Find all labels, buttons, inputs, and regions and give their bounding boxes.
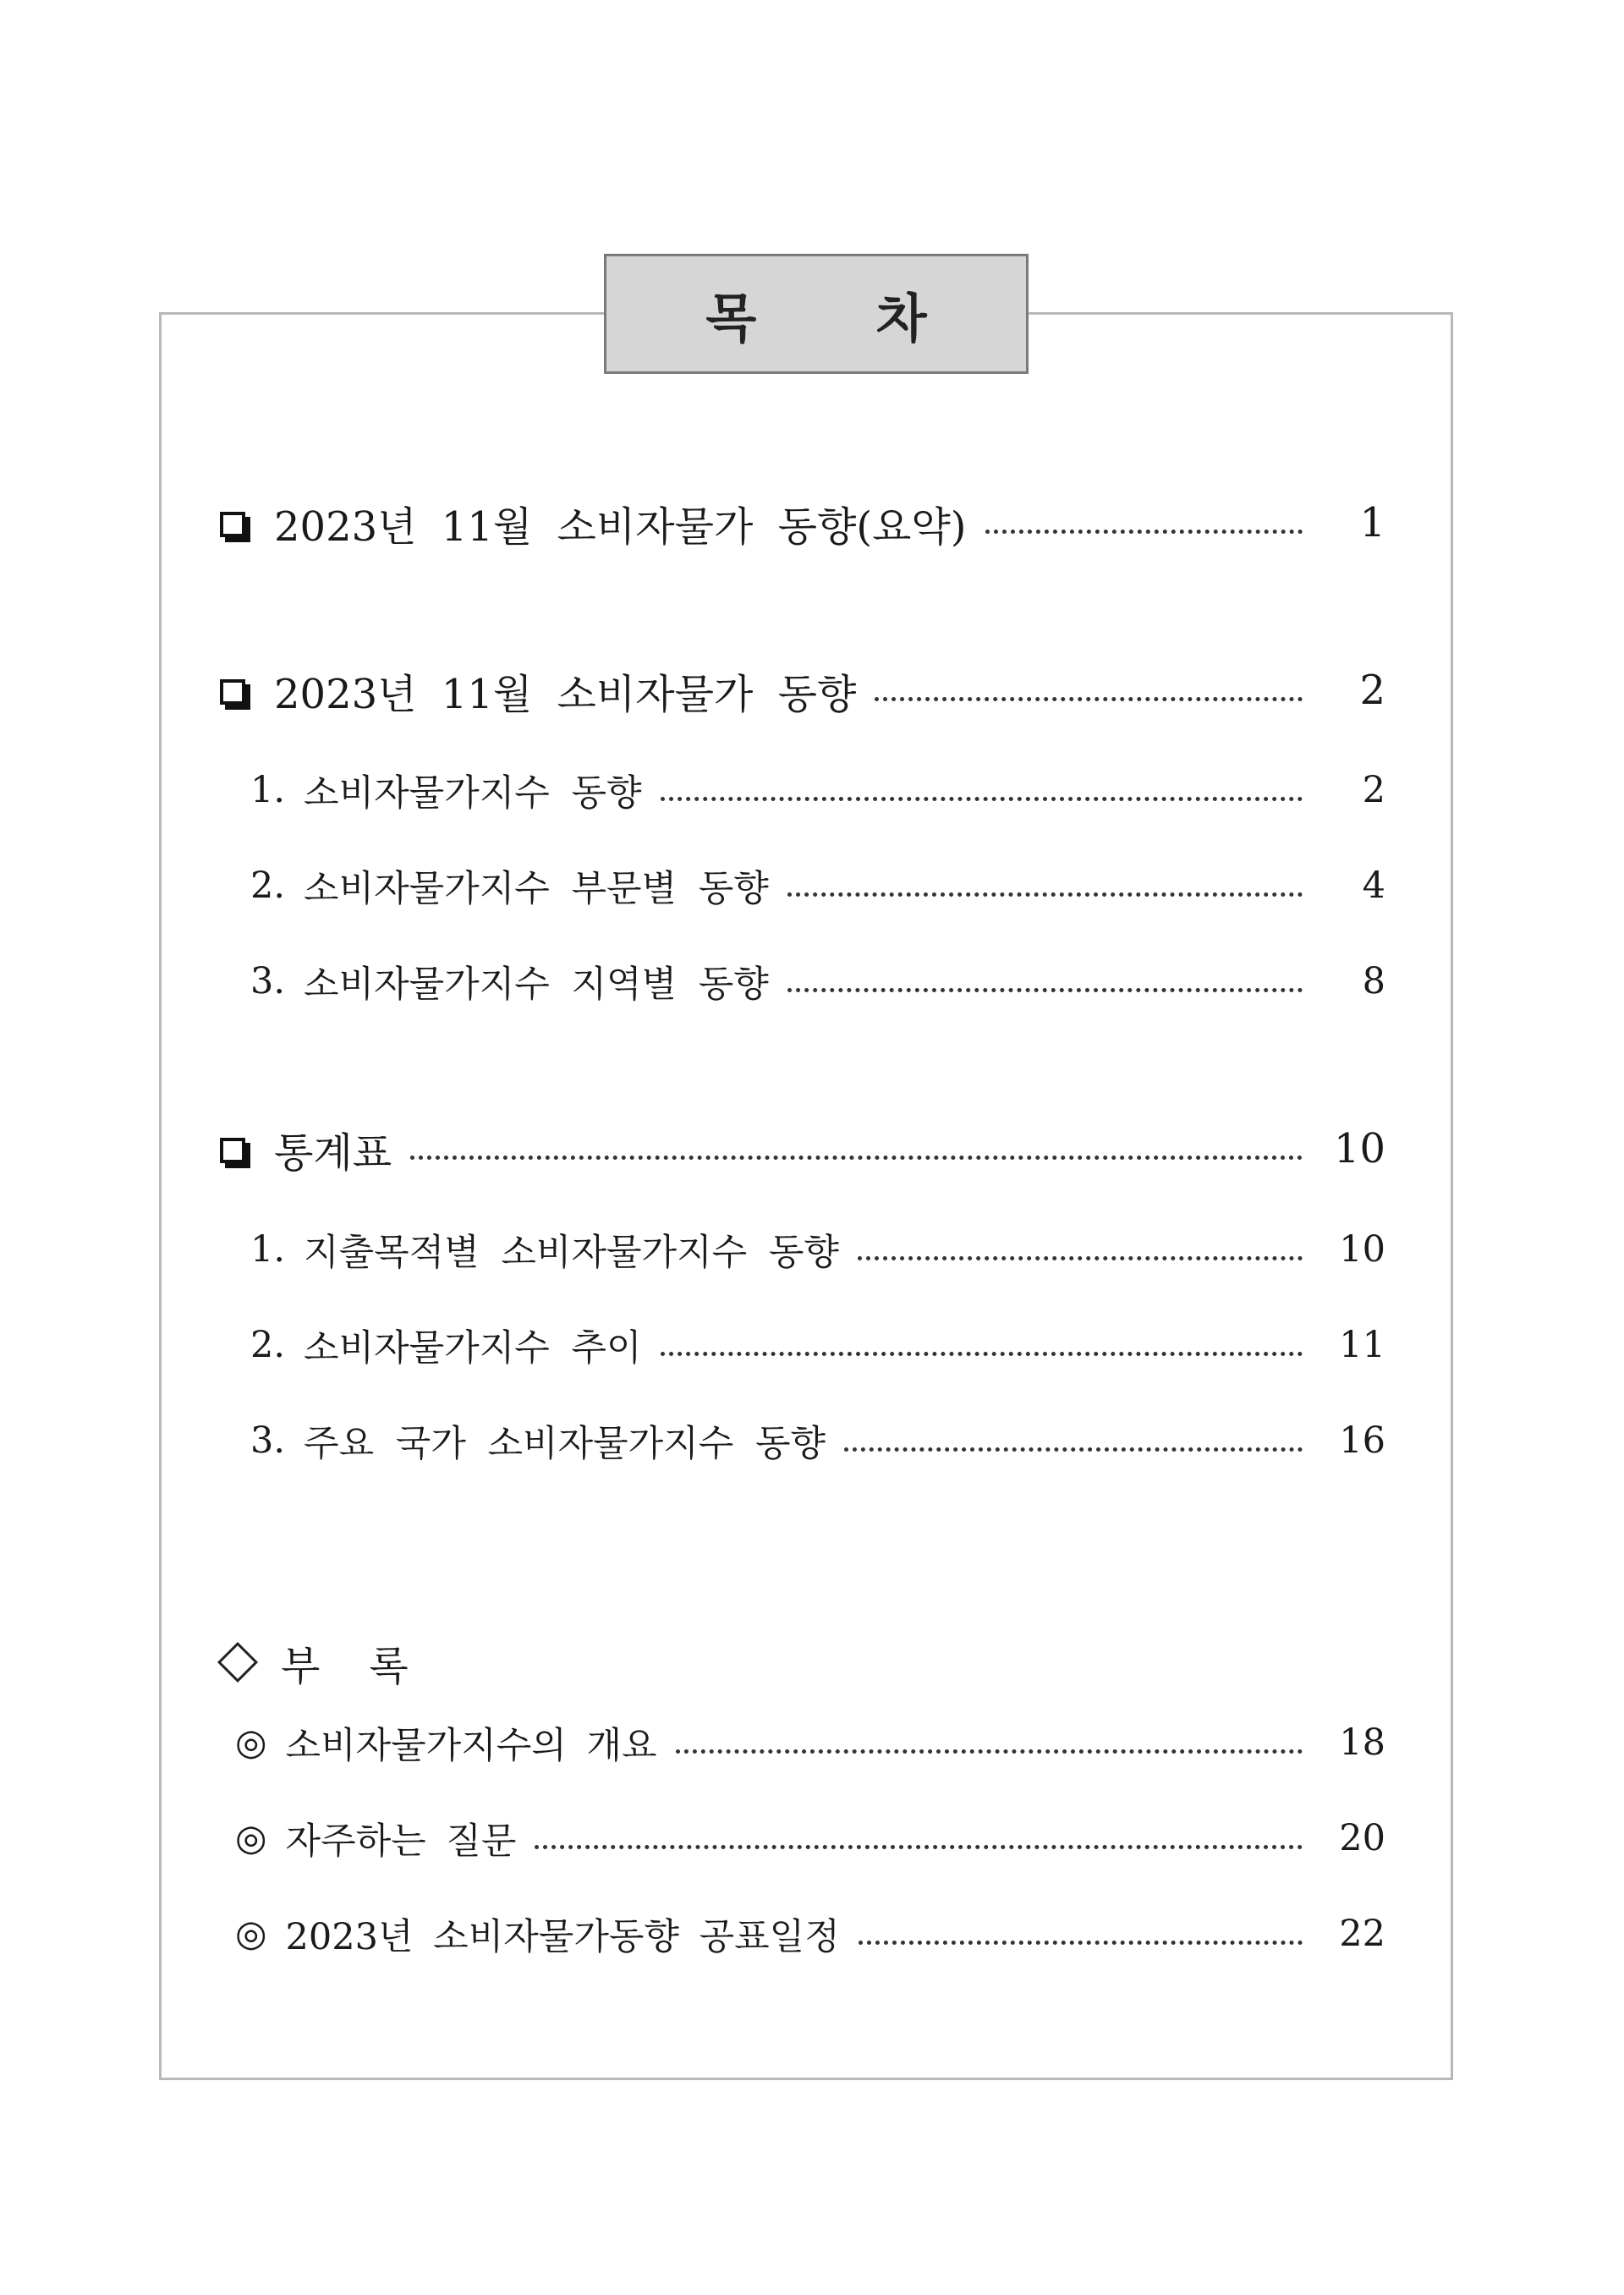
- toc-page-number: 10: [1339, 1228, 1385, 1271]
- toc-label: 지출목적별 소비자물가지수 동향: [304, 1231, 839, 1274]
- dot-leader: [875, 697, 1303, 701]
- dot-leader: [410, 1156, 1303, 1160]
- toc-page-number: 4: [1362, 865, 1385, 907]
- dot-leader: [535, 1845, 1303, 1849]
- toc-label: 2023년 11월 소비자물가 동향(요약): [274, 502, 967, 551]
- dot-leader: [787, 892, 1303, 897]
- toc-item-number: 2.: [250, 865, 286, 907]
- toc-label: 소비자물가지수의 개요: [285, 1724, 657, 1767]
- appendix-heading: [211, 1628, 458, 1696]
- toc-section-summary[interactable]: [0, 489, 1624, 557]
- toc-label: 소비자물가지수 동향: [304, 771, 642, 815]
- toc-item[interactable]: [0, 852, 1624, 920]
- toc-page-number: 2: [1359, 667, 1385, 714]
- toc-label: 2023년 소비자물가동향 공표일정: [285, 1915, 840, 1958]
- appendix-item[interactable]: [0, 1804, 1624, 1872]
- dot-leader: [985, 530, 1303, 534]
- checkbox-square-icon: [220, 679, 245, 705]
- appendix-label: 부록: [281, 1642, 458, 1690]
- bullseye-icon: ◎: [235, 1913, 267, 1955]
- toc-page-number: 18: [1339, 1721, 1385, 1764]
- toc-item[interactable]: [0, 756, 1624, 824]
- toc-title: 목 차: [705, 287, 978, 349]
- toc-label: 2023년 11월 소비자물가 동향: [274, 670, 857, 718]
- toc-item-number: 3.: [250, 960, 286, 1002]
- toc-item-number: 2.: [250, 1324, 286, 1366]
- toc-page-number: 11: [1339, 1324, 1385, 1366]
- toc-page-number: 16: [1339, 1419, 1385, 1462]
- toc-page-number: 22: [1339, 1913, 1385, 1955]
- dot-leader: [787, 988, 1303, 992]
- toc-item[interactable]: [0, 1216, 1624, 1283]
- toc-page-number: 2: [1362, 769, 1385, 811]
- bullseye-icon: ◎: [235, 1817, 267, 1859]
- diamond-icon: [217, 1642, 258, 1683]
- toc-label: 소비자물가지수 지역별 동향: [304, 963, 769, 1006]
- toc-title-box: [604, 254, 1029, 374]
- toc-label: 소비자물가지수 부문별 동향: [304, 867, 769, 910]
- toc-item-number: 3.: [250, 1419, 286, 1462]
- toc-label: 주요 국가 소비자물가지수 동향: [304, 1422, 826, 1465]
- toc-label: 소비자물가지수 추이: [304, 1326, 642, 1370]
- appendix-item[interactable]: [0, 1709, 1624, 1776]
- toc-item-number: 1.: [250, 769, 286, 811]
- dot-leader: [844, 1447, 1303, 1452]
- dot-leader: [858, 1256, 1303, 1260]
- toc-section-tables[interactable]: [0, 1115, 1624, 1183]
- checkbox-square-icon: [220, 512, 245, 537]
- dot-leader: [661, 797, 1303, 801]
- toc-page-number: 1: [1359, 499, 1385, 546]
- toc-item[interactable]: [0, 1407, 1624, 1474]
- appendix-item[interactable]: [0, 1900, 1624, 1968]
- bullseye-icon: ◎: [235, 1721, 267, 1764]
- dot-leader: [661, 1352, 1303, 1356]
- toc-page-number: 8: [1362, 960, 1385, 1002]
- toc-item[interactable]: [0, 947, 1624, 1015]
- toc-label: 통계표: [274, 1128, 392, 1177]
- toc-section-trend[interactable]: [0, 656, 1624, 724]
- dot-leader: [859, 1941, 1303, 1945]
- dot-leader: [676, 1749, 1303, 1754]
- toc-item[interactable]: [0, 1311, 1624, 1379]
- toc-page-number: 20: [1339, 1817, 1385, 1859]
- toc-item-number: 1.: [250, 1228, 286, 1271]
- checkbox-square-icon: [220, 1138, 245, 1163]
- toc-label: 자주하는 질문: [285, 1820, 517, 1863]
- toc-page-number: 10: [1333, 1125, 1385, 1172]
